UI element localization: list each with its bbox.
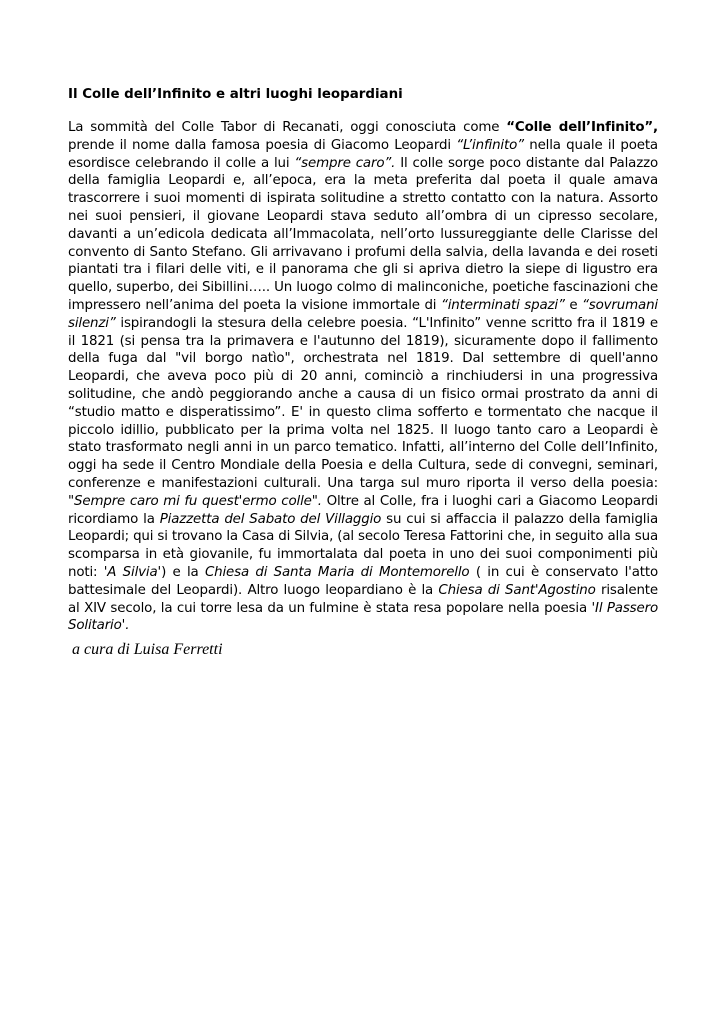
emphasis-italic: "Sempre caro mi fu quest'ermo colle". (68, 493, 322, 509)
emphasis-italic: “sempre caro”. (294, 155, 396, 171)
emphasis-italic: 'A Silvia' (103, 564, 162, 580)
emphasis-italic: 'Il Passero Solitario'. (68, 600, 658, 634)
emphasis-italic: Piazzetta del Sabato del Villaggio (159, 511, 382, 527)
text-segment: nella quale il poeta esordisce celebrando il colle a lui (68, 137, 658, 171)
text-segment: ) e la (161, 564, 205, 580)
emphasis-italic: “sovrumani silenzi” (68, 297, 658, 331)
emphasis-italic: “L’infinito” (456, 137, 524, 153)
text-segment: su cui si affaccia il palazzo della famiglia Leopardi; qui si trovano la Casa di Silvia, (al secolo Teresa Fattorini che, in seguito alla sua scomparsa in età giovanile, fu immortalata dal poeta in uno dei suoi componimenti più noti: (68, 511, 658, 580)
text-segment: prende il nome dalla famosa poesia di Giacomo Leopardi (68, 137, 457, 153)
emphasis-italic: “interminati spazi” (440, 297, 565, 313)
text-segment: risalente al XIV secolo, la cui torre lesa da un fulmine è stata resa popolare nella poesia (68, 582, 658, 616)
text-segment: ispirandogli la stesura della celebre poesia. “L'Infinito” venne scritto fra il 1819 e il 1821 (si pensa tra la primavera e l'autunno del 1819), sicuramente dopo il fallimento della fuga dal "vil borgo natìo", orchestrata nel 1819. Dal settembre di quell'anno Leopardi, che aveva poco più di 20 anni, cominciò a rinchiudersi in una progressiva solitudine, che andò peggiorando anche a causa di un fisico ormai prostrato da anni di “studio matto e disperatissimo”. E' in questo clima sofferto e tormentato che nacque il piccolo idillio, pubblicato per la prima volta nel 1825. Il luogo tanto caro a Leopardi è stato trasformato negli anni in un parco tematico. Infatti, all’interno del Colle dell’Infinito, oggi ha sede il Centro Mondiale della Poesia e della Cultura, sede di convegni, seminari, conferenze e manifestazioni culturali. Una targa sul muro riporta il verso della poesia: (68, 315, 658, 491)
text-segment: Oltre al Colle, fra i luoghi cari a Giacomo Leopardi ricordiamo la (68, 493, 658, 527)
emphasis-bold: “Colle dell’Infinito”, (506, 120, 658, 135)
text-segment: e (564, 297, 582, 313)
document-title: Il Colle dell’Infinito e altri luoghi leopardiani (68, 87, 403, 102)
body-paragraph (68, 119, 658, 635)
text-segment: La sommità del Colle Tabor di Recanati, oggi conosciuta come (68, 120, 507, 135)
author-signature: a cura di Luisa Ferretti (72, 641, 223, 658)
emphasis-italic: Chiesa di Santa Maria di Montemorello (204, 564, 470, 580)
emphasis-italic: Chiesa di Sant'Agostino (438, 582, 596, 598)
text-segment: ( in cui è conservato l'atto battesimale del Leopardi). Altro luogo leopardiano è la (68, 564, 659, 598)
text-segment: Il colle sorge poco distante dal Palazzo della famiglia Leopardi e, all’epoca, era la meta preferita dal poeta il quale amava trascorrere i suoi momenti di ispirata solitudine a stretto contatto con la natura. Assorto nei suoi pensieri, il giovane Leopardi stava seduto all’ombra di un cipresso secolare, davanti a un’edicola dedicata all’Immacolata, nell’orto lussureggiante delle Clarisse del convento di Santo Stefano. Gli arrivavano i profumi della salvia, della lavanda e dei roseti piantati tra i filari delle viti, e il panorama che gli si apriva dietro la siepe di ligustro era quello, superbo, dei Sibillini….. Un luogo colmo di malinconiche, poetiche fascinazioni che impressero nell’anima del poeta la visione immortale di (68, 155, 659, 313)
